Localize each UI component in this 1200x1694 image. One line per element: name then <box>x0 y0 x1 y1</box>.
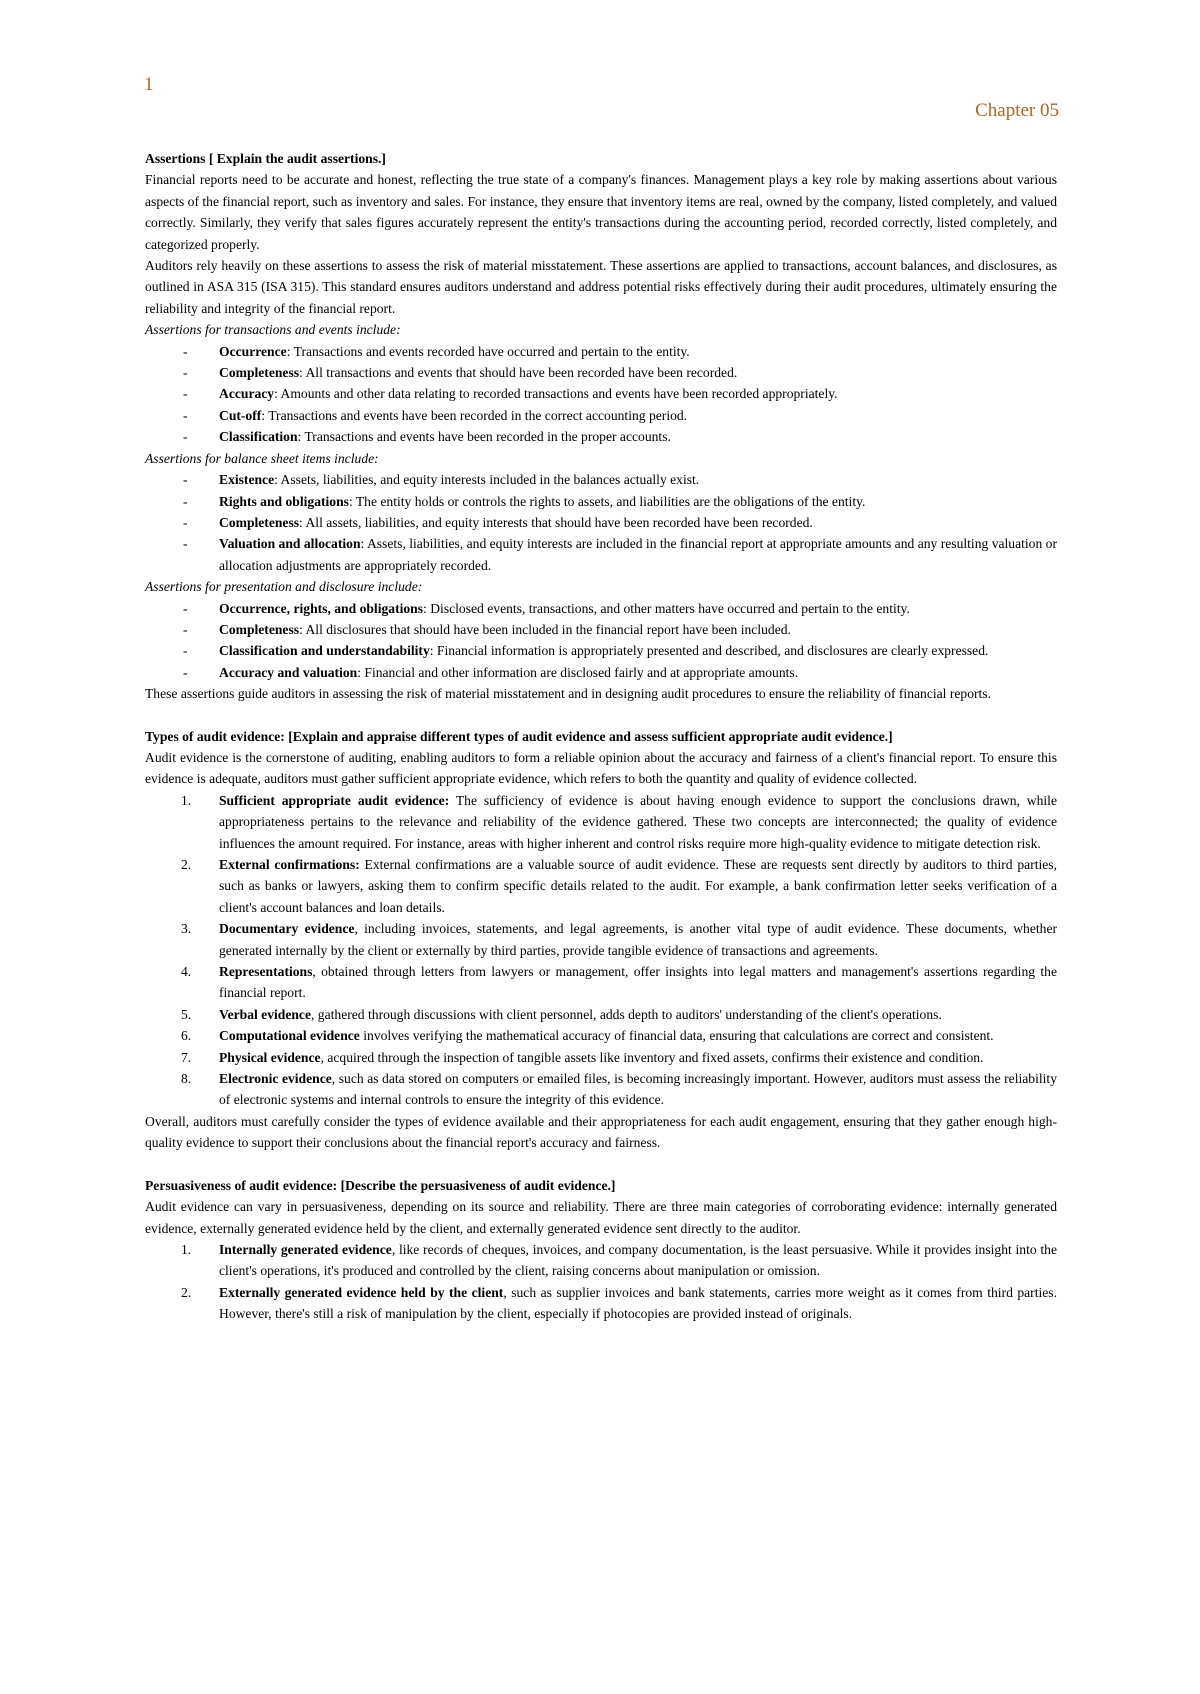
list-item <box>145 341 1057 362</box>
paragraph: Audit evidence is the cornerstone of auditing, enabling auditors to form a reliable opinion about the accuracy and fairness of a client's financial report. To ensure this evidence is adequate, auditors must gather sufficient appropriate evidence, which refers to both the quantity and quality of evidence collected. <box>145 749 1057 787</box>
item-text: , gathered through discussions with client personnel, adds depth to auditors' understanding of the client's operations. <box>311 1006 942 1022</box>
item-number: 1. <box>181 792 192 808</box>
item-text: , like records of cheques, invoices, and company documentation, is the least persuasive. While it provides insight into the client's operations, it's produced and controlled by the client, raising concerns about manipulation or omission. <box>219 1241 1057 1279</box>
item-term: External confirmations: <box>219 857 360 872</box>
item-text: The sufficiency of evidence is about having enough evidence to support the conclusions drawn, while appropriateness pertains to the relevance and reliability of the evidence gathered. These two concepts are interconnected; the quality of evidence influences the amount required. For instance, areas with higher inherent and control risks require more high-quality evidence to mitigate detection risk. <box>219 792 1057 851</box>
list-item-term: Classification <box>219 429 298 445</box>
item-term: Externally generated evidence held by the client <box>219 1284 504 1300</box>
list-item <box>145 426 1057 447</box>
numbered-item <box>145 1239 1057 1282</box>
list-item-term: Completeness <box>219 365 300 381</box>
numbered-item <box>145 1282 1057 1325</box>
document-body <box>145 148 1057 1325</box>
list-item-text: : Transactions and events recorded have occurred and pertain to the entity. <box>286 343 690 359</box>
list-item-term: Occurrence, rights, and obligations <box>219 600 424 616</box>
list-item <box>145 533 1057 576</box>
paragraph: Financial reports need to be accurate and honest, reflecting the true state of a company's finances. Management plays a key role by making assertions about various aspects of the financial report, such as inventory and sales. For instance, they ensure that inventory items are real, owned by the company, listed completely, and valued correctly. Similarly, they verify that sales figures accurately represent the entity's transactions during the accounting period, recorded correctly, listed completely, and categorized properly. <box>145 172 1057 252</box>
item-term: Documentary evidence <box>219 921 355 937</box>
list-item <box>145 598 1057 619</box>
item-text: , acquired through the inspection of tangible assets like inventory and fixed assets, confirms their existence and condition. <box>320 1049 984 1065</box>
list-item <box>145 662 1057 683</box>
list-item <box>145 640 1057 661</box>
item-term: Representations <box>219 964 313 980</box>
list-item-term: Occurrence <box>219 343 287 359</box>
item-text: , obtained through letters from lawyers or management, offer insights into legal matters and management's assertions regarding the financial report. <box>219 964 1057 1001</box>
persuasiveness-list <box>145 1239 1057 1325</box>
list-item-text: : Amounts and other data relating to recorded transactions and events have been recorded appropriately. <box>274 386 838 402</box>
list-item-text: : All assets, liabilities, and equity interests that should have been recorded have been recorded. <box>299 514 813 530</box>
numbered-item <box>145 1047 1057 1068</box>
subheading-presentation: Assertions for presentation and disclosure include: <box>145 579 423 595</box>
item-number: 8. <box>181 1071 192 1087</box>
list-item <box>145 383 1057 404</box>
item-number: 5. <box>181 1006 192 1022</box>
evidence-types-list <box>145 790 1057 1111</box>
numbered-item <box>145 961 1057 1004</box>
list-item-term: Completeness <box>219 621 300 637</box>
assertion-list-balance-sheet <box>145 469 1057 576</box>
list-item-term: Valuation and allocation <box>219 536 361 552</box>
section-heading-assertions: Assertions [ Explain the audit assertions.] <box>145 151 386 166</box>
item-number: 1. <box>181 1241 192 1257</box>
list-item-term: Accuracy <box>219 386 275 402</box>
list-item-term: Existence <box>219 472 275 488</box>
list-item-text: : Financial information is appropriately presented and described, and disclosures are clearly expressed. <box>429 643 989 659</box>
paragraph: Audit evidence can vary in persuasiveness, depending on its source and reliability. There are three main categories of corroborating evidence: internally generated evidence, externally generated evidence held by the client, and externally generated evidence sent directly to the auditor. <box>145 1199 1057 1236</box>
numbered-item <box>145 1068 1057 1111</box>
list-item <box>145 491 1057 512</box>
list-item-term: Classification and understandability <box>219 643 430 659</box>
list-item <box>145 619 1057 640</box>
list-item-text: : Assets, liabilities, and equity interests included in the balances actually exist. <box>274 472 700 488</box>
item-text: , including invoices, statements, and legal agreements, is another vital type of audit evidence. These documents, whether generated internally by the client or externally by third parties, provide tangible evidence of transactions and agreements. <box>219 921 1057 958</box>
list-item-text: : Disclosed events, transactions, and other matters have occurred and pertain to the entity. <box>423 600 910 616</box>
chapter-label: Chapter 05 <box>975 100 1059 121</box>
section-spacer <box>145 705 1057 726</box>
item-number: 3. <box>181 921 192 937</box>
numbered-item <box>145 918 1057 961</box>
item-number: 7. <box>181 1049 192 1065</box>
list-item-text: : All disclosures that should have been included in the financial report have been included. <box>299 621 791 637</box>
subheading-transactions: Assertions for transactions and events include: <box>145 322 401 338</box>
item-number: 2. <box>181 1284 192 1300</box>
item-term: Verbal evidence <box>219 1006 311 1022</box>
list-item <box>145 469 1057 490</box>
item-number: 6. <box>181 1028 192 1044</box>
list-item-term: Cut-off <box>219 407 262 423</box>
section-heading-types-of-evidence: Types of audit evidence: [Explain and appraise different types of audit evidence and assess sufficient appropriate audit evidence.] <box>145 728 893 744</box>
list-item-text: : Transactions and events have been recorded in the correct accounting period. <box>261 407 688 423</box>
paragraph: Auditors rely heavily on these assertions to assess the risk of material misstatement. These assertions are applied to transactions, account balances, and disclosures, as outlined in ASA 315 (ISA 315). This standard ensures auditors understand and address potential risks effectively during their audit procedures, ultimately ensuring the reliability and integrity of the financial report. <box>145 258 1057 316</box>
item-term: Internally generated evidence <box>219 1241 392 1257</box>
numbered-item <box>145 1004 1057 1025</box>
subheading-balance-sheet: Assertions for balance sheet items include: <box>145 450 379 466</box>
list-item-text: : All transactions and events that should have been recorded have been recorded. <box>299 365 738 381</box>
item-term: Electronic evidence <box>219 1071 332 1087</box>
list-item-text: : Financial and other information are disclosed fairly and at appropriate amounts. <box>357 664 799 680</box>
numbered-item <box>145 1025 1057 1046</box>
numbered-item <box>145 854 1057 918</box>
page-number: 1 <box>144 74 154 95</box>
list-item <box>145 362 1057 383</box>
item-term: Sufficient appropriate audit evidence: <box>219 792 450 808</box>
numbered-item <box>145 790 1057 854</box>
section-spacer <box>145 1154 1057 1175</box>
list-item <box>145 512 1057 533</box>
section-heading-persuasiveness: Persuasiveness of audit evidence: [Describe the persuasiveness of audit evidence.] <box>145 1177 616 1193</box>
list-item <box>145 405 1057 426</box>
list-item-term: Completeness <box>219 514 300 530</box>
item-text: , such as supplier invoices and bank statements, carries more weight as it comes from third parties. However, there's still a risk of manipulation by the client, especially if photocopies are provided instead of originals. <box>219 1284 1057 1322</box>
paragraph: These assertions guide auditors in assessing the risk of material misstatement and in designing audit procedures to ensure the reliability of financial reports. <box>145 686 991 702</box>
item-term: Computational evidence <box>219 1028 360 1044</box>
item-term: Physical evidence <box>219 1049 321 1065</box>
item-number: 4. <box>181 964 192 980</box>
list-item-text: : Assets, liabilities, and equity interests are included in the financial report at appropriate amounts and any resulting valuation or allocation adjustments are appropriately recorded. <box>219 536 1058 573</box>
list-item-text: : Transactions and events have been recorded in the proper accounts. <box>297 429 671 445</box>
item-text: , such as data stored on computers or emailed files, is becoming increasingly important. However, auditors must assess the reliability of electronic systems and internal controls to ensure the integrity of this evidence. <box>219 1071 1057 1108</box>
list-item-term: Rights and obligations <box>219 493 349 509</box>
item-text: involves verifying the mathematical accuracy of financial data, ensuring that calculations are correct and consistent. <box>359 1028 994 1044</box>
list-item-term: Accuracy and valuation <box>219 664 358 680</box>
assertion-list-transactions <box>145 341 1057 448</box>
item-number: 2. <box>181 857 192 872</box>
paragraph: Overall, auditors must carefully consider the types of evidence available and their appropriateness for each audit engagement, ensuring that they gather enough high-quality evidence to support their conclusions about the financial report's accuracy and fairness. <box>145 1113 1057 1151</box>
list-item-text: : The entity holds or controls the rights to assets, and liabilities are the obligations of the entity. <box>348 493 866 509</box>
item-text: External confirmations are a valuable source of audit evidence. These are requests sent directly by auditors to third parties, such as banks or lawyers, asking them to confirm specific details related to the audit. For example, a bank confirmation letter seeks verification of a client's account balances and loan details. <box>219 857 1057 915</box>
assertion-list-presentation <box>145 598 1057 684</box>
